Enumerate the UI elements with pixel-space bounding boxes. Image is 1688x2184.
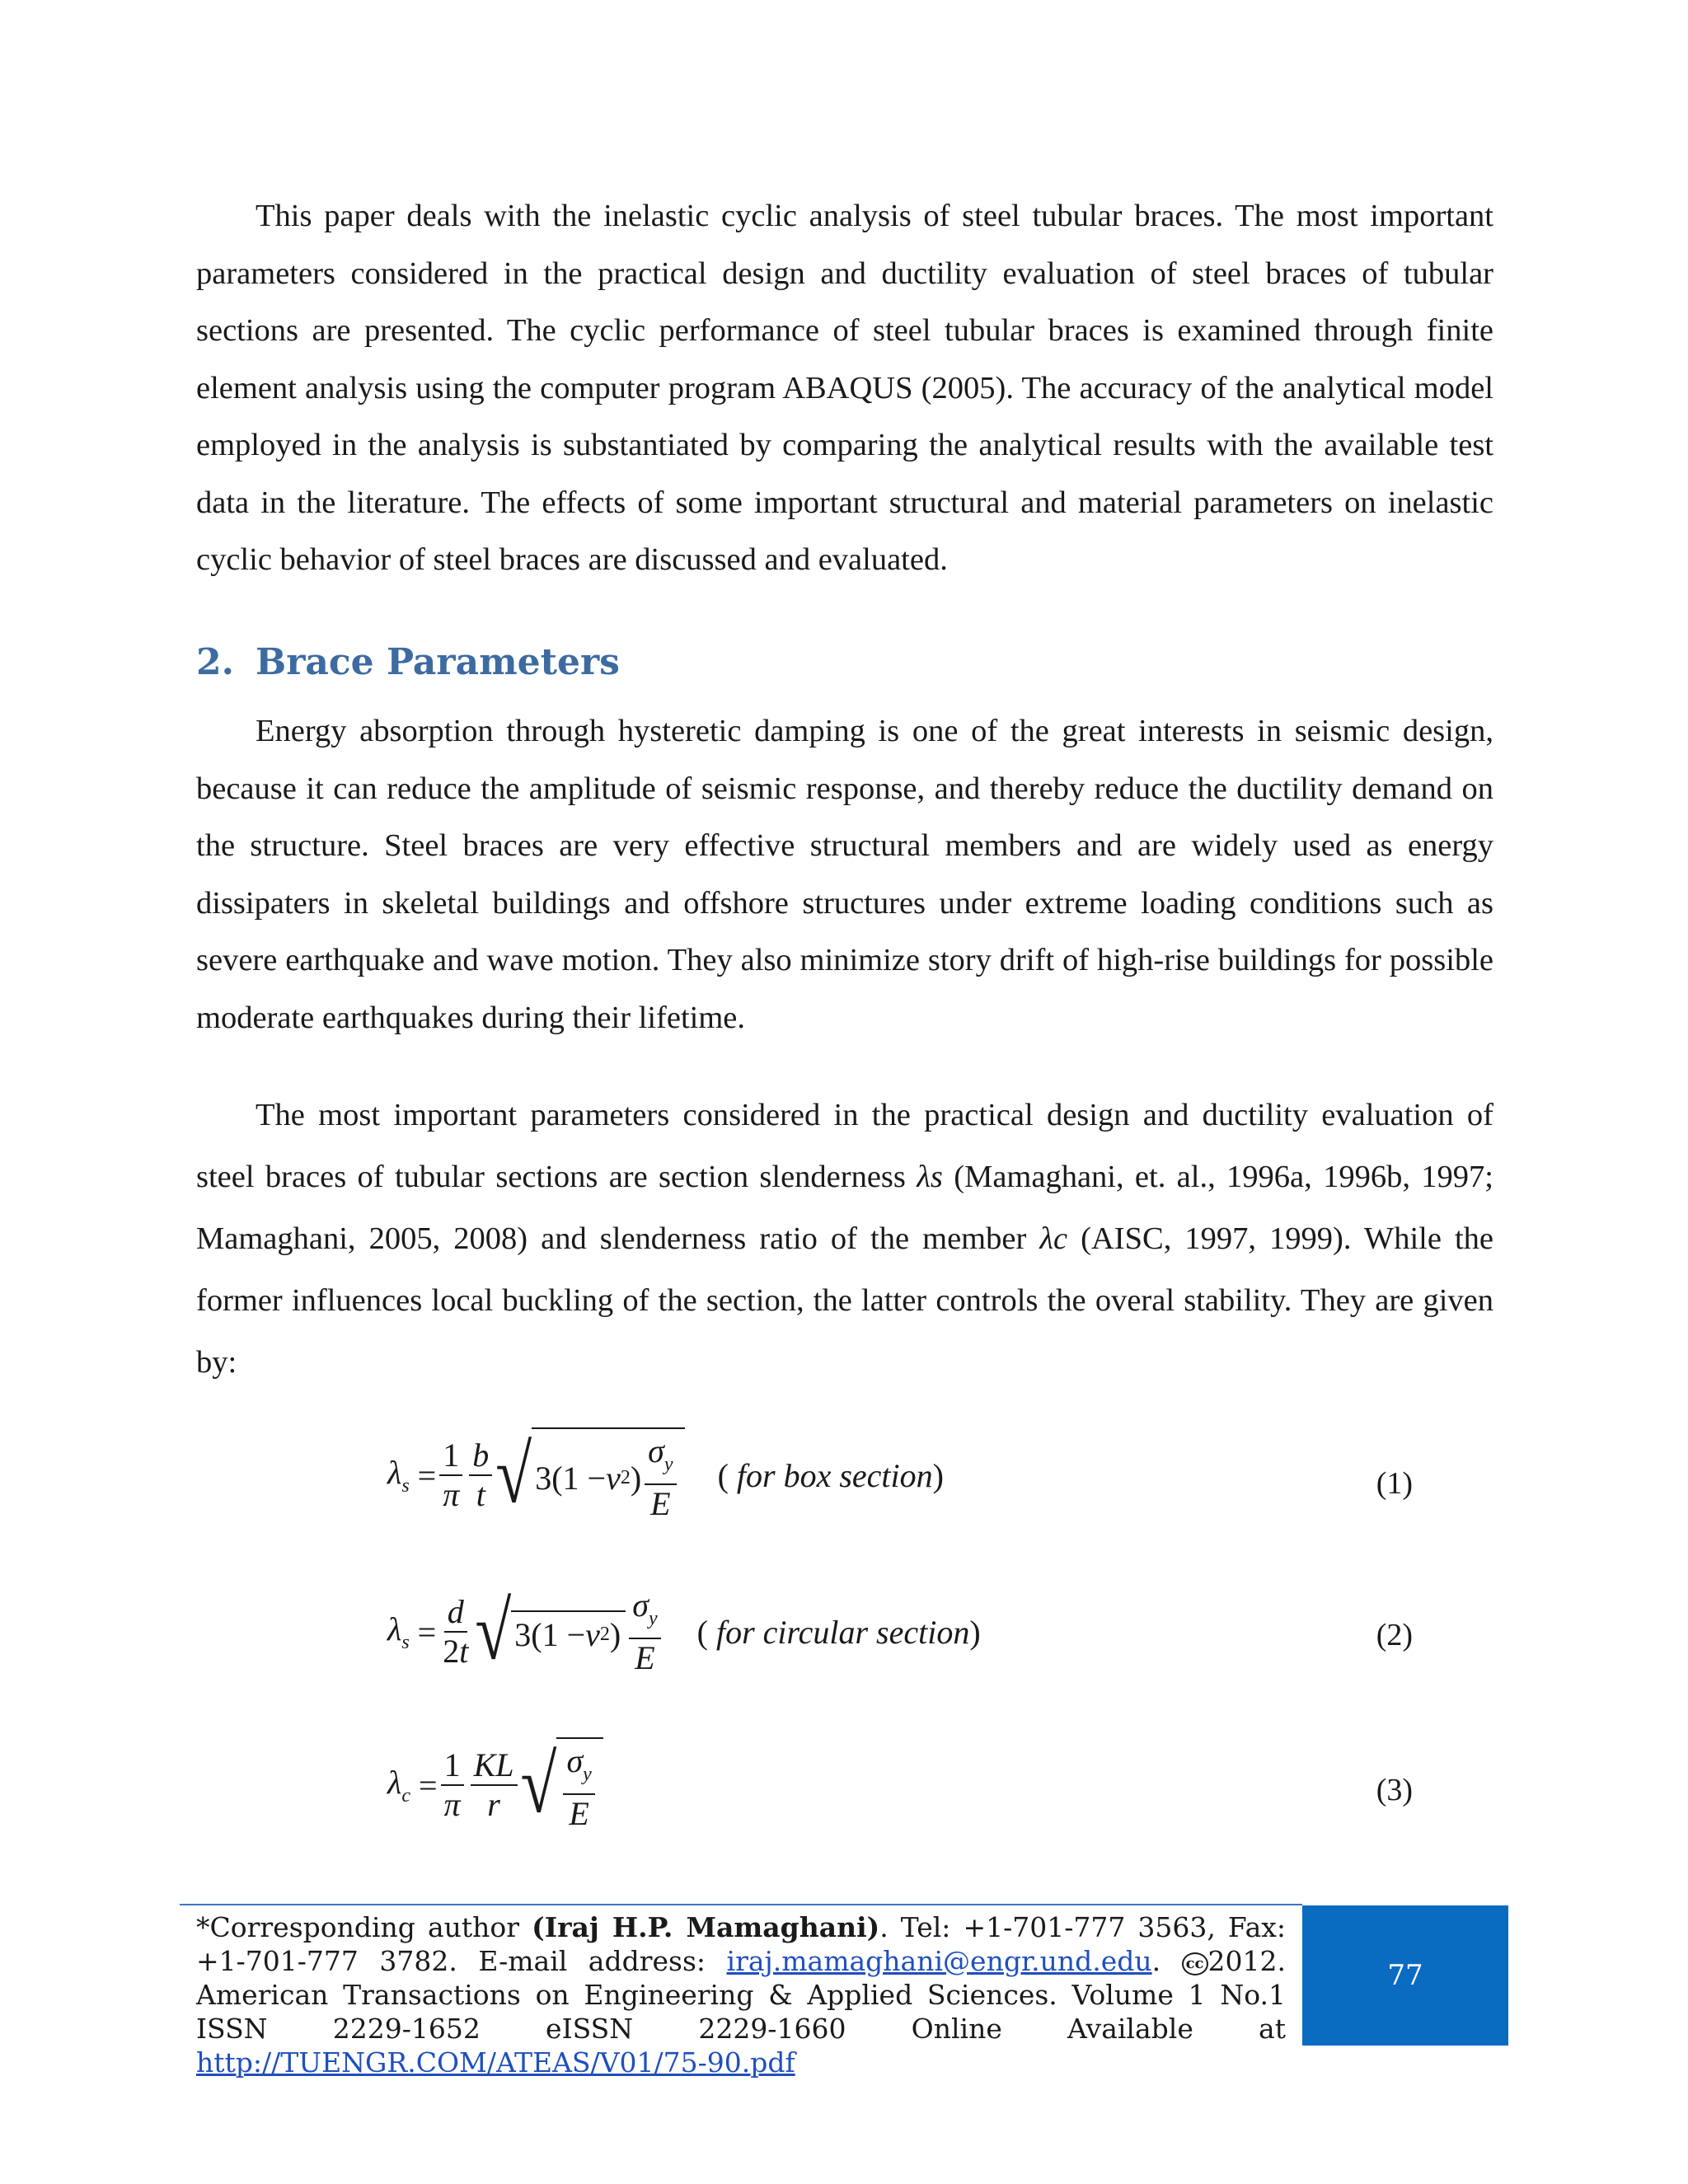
paragraph-parameters: The most important parameters considered in the practical design and ductility evaluation of steel braces of tubular sections are section slenderness λs (Mamaghani, et. al., 1996a, 1996b, 1997; Mamaghani, 2005, 2008) and slenderness ratio of the member λc (AISC, 1997, 1999). While the former influences local buckling of the section, the latter controls the overal stability. They are given by:: [196, 1098, 1494, 1380]
article-url-link[interactable]: http://TUENGR.COM/ATEAS/V01/75-90.pdf: [196, 2046, 795, 2079]
creative-commons-icon: cc: [1182, 1952, 1208, 1975]
author-name: (Iraj H.P. Mamaghani): [532, 1911, 880, 1943]
lambda-s-symbol: λs: [917, 1160, 943, 1194]
section-title: Brace Parameters: [256, 641, 620, 683]
section-number: 2.: [196, 641, 234, 683]
section-heading: [196, 641, 620, 683]
paragraph-energy-absorption: Energy absorption through hysteretic damping is one of the great interests in seismic design, because it can reduce the amplitude of seismic response, and thereby reduce the ductility demand on the structure. Steel braces are very effective structural members and are widely used as energy dissipaters in skeletal buildings and offshore structures under extreme loading conditions such as severe earthquake and wave motion. They also minimize story drift of high-rise buildings for possible moderate earthquakes during their lifetime.: [196, 714, 1493, 1035]
footer-divider: [180, 1904, 1302, 1905]
equation-2: $\lambda_s$ = $\frac{d}{2t}$ √ 3(1 − ν 2 ) $\frac{\sigma_y}{E}$ ( for circular section): [387, 1586, 981, 1677]
footer-citation: *Corresponding author (Iraj H.P. Mamaghani). Tel: +1-701-777 3563, Fax: +1-701-777 3782. E-mail address: iraj.mamaghani@engr.und.edu. cc 2012. American Transactions on Engineering & Applied Sciences. Volume 1 No.1 ISSN 2229-1652 eISSN 2229-1660 Online Available at http://TUENGR.COM/ATEAS/V01/75-90.pdf: [196, 1911, 1286, 2079]
equation-3: $\lambda_c$ = $\frac{1}{\pi}$ $\frac{KL}{r}$ √ $\frac{\sigma_y}{E}$: [387, 1737, 1409, 1833]
equation-1-condition: for box section: [736, 1456, 933, 1494]
page-number-box: [1302, 1905, 1508, 2046]
equation-2-number: (2): [1376, 1618, 1413, 1652]
equation-1: $\lambda_s$ = $\frac{1}{\pi}$ $\frac{b}{t}$ √ 3(1 − ν 2 ) $\frac{\sigma_y}{E}$ ( for box section): [387, 1427, 1409, 1523]
lambda-c-symbol: λc: [1039, 1221, 1068, 1256]
equation-3-number: (3): [1376, 1773, 1413, 1807]
page-number: 77: [1387, 1959, 1423, 1992]
equation-1-number: (1): [1376, 1466, 1413, 1501]
intro-paragraph: This paper deals with the inelastic cyclic analysis of steel tubular braces. The most important parameters considered in the practical design and ductility evaluation of steel braces of tubular sections are presented. The cyclic performance of steel tubular braces is examined through finite element analysis using the computer program ABAQUS (2005). The accuracy of the analytical model employed in the analysis is substantiated by comparing the analytical results with the available test data in the literature. The effects of some important structural and material parameters on inelastic cyclic behavior of steel braces are discussed and evaluated.: [196, 199, 1493, 577]
equation-2-condition: for circular section: [715, 1613, 970, 1651]
email-link[interactable]: iraj.mamaghani@engr.und.edu: [726, 1945, 1152, 1977]
